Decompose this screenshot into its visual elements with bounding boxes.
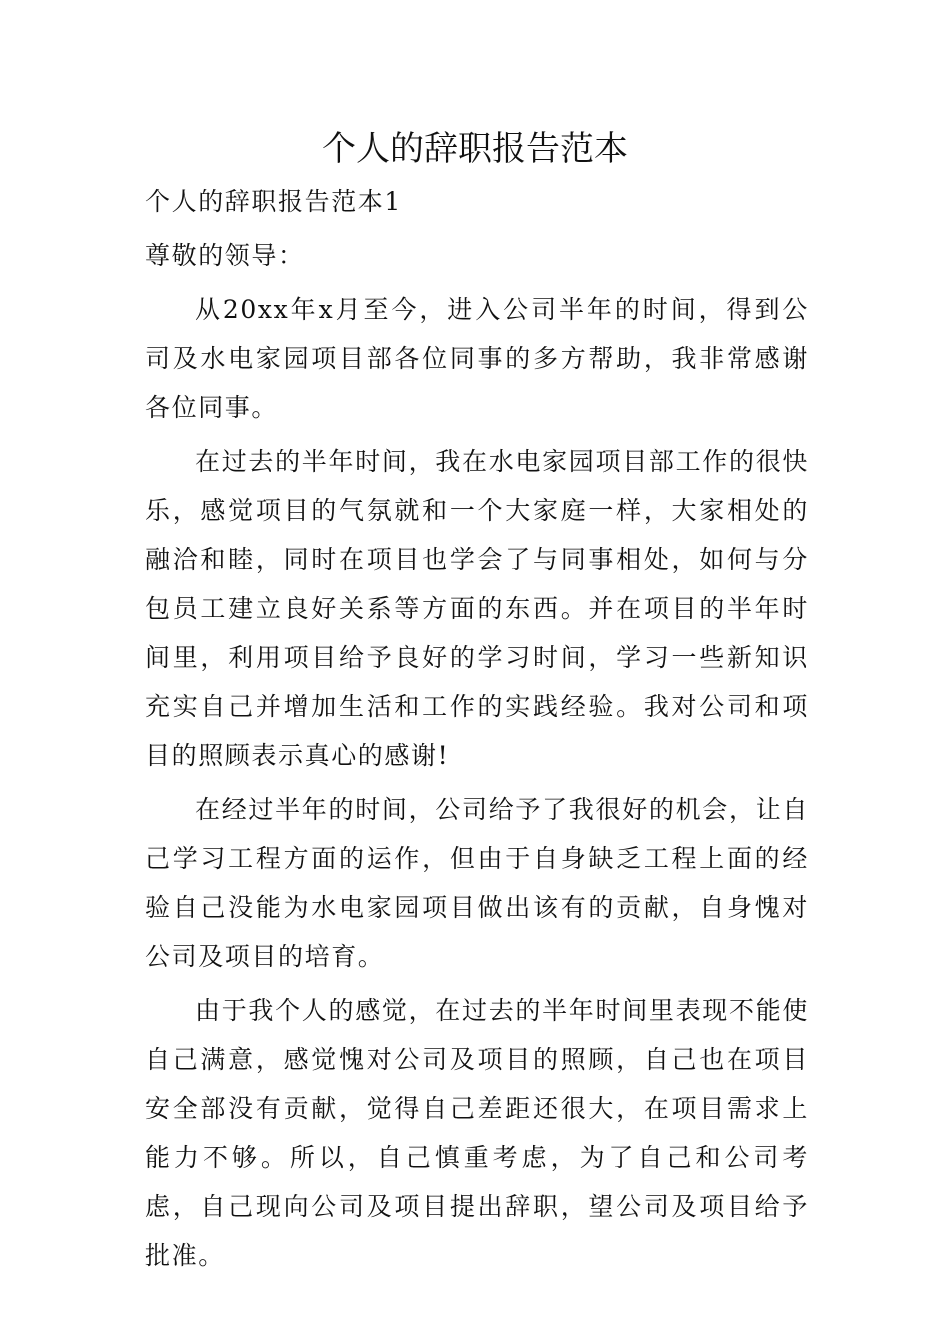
document-title: 个人的辞职报告范本 <box>322 129 628 169</box>
paragraph-4: 由于我个人的感觉，在过去的半年时间里表现不能使自己满意，感觉愧对公司及项目的照顾，自己也在项目安全部没有贡献，觉得自己差距还很大，在项目需求上能力不够。所以，自己慎重考虑，为了自己和公司考虑，自己现向公司及项目提出辞职，望公司及项目给予批准。 <box>145 996 809 1270</box>
document-subtitle: 个人的辞职报告范本1 <box>145 187 402 216</box>
document-body <box>145 177 809 1280</box>
paragraph-3: 在经过半年的时间，公司给予了我很好的机会，让自己学习工程方面的运作，但由于自身缺乏工程上面的经验自己没能为水电家园项目做出该有的贡献，自身愧对公司及项目的培育。 <box>145 795 809 971</box>
salutation: 尊敬的领导： <box>145 241 305 270</box>
paragraph-1: 从20xx年x月至今，进入公司半年的时间，得到公司及水电家园项目部各位同事的多方帮助，我非常感谢各位同事。 <box>145 295 809 422</box>
paragraph-2: 在过去的半年时间，我在水电家园项目部工作的很快乐，感觉项目的气氛就和一个大家庭一样，大家相处的融洽和睦，同时在项目也学会了与同事相处，如何与分包员工建立良好关系等方面的东西。并在项目的半年时间里，利用项目给予良好的学习时间，学习一些新知识充实自己并增加生活和工作的实践经验。我对公司和项目的照顾表示真心的感谢! <box>145 447 809 770</box>
